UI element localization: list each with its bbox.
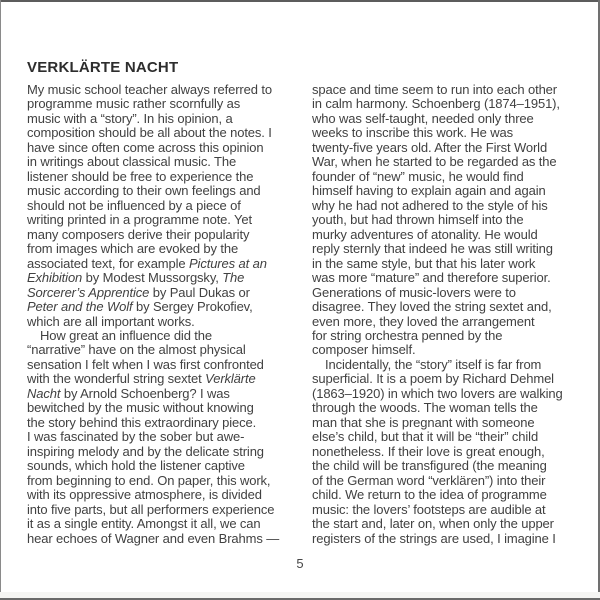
text-line: sounds, which hold the listener captive (27, 458, 245, 474)
text-line: writing printed in a programme note. Yet (27, 212, 252, 228)
text-line: youth, but had thrown himself into the (312, 212, 524, 228)
text-line: listener should be free to experience the (27, 168, 254, 184)
text-line: else’s child, but that it will be “their” child (312, 429, 539, 445)
text-line: should not be influenced by a piece of (27, 197, 241, 213)
text-line: Incidentally, the “story” itself is far from (325, 356, 542, 372)
page-number: 5 (296, 556, 304, 571)
text-line: from images which are evoked by the (27, 241, 239, 257)
text-line: bewitched by the music without knowing (27, 400, 254, 416)
text-column-right (312, 83, 580, 546)
text-line: twenty-five years old. After the First World (312, 139, 548, 155)
text-line: into five parts, but all performers experience (27, 501, 275, 517)
text-line: music according to their own feelings and (27, 183, 261, 199)
page-title: VERKLÄRTE NACHT (27, 59, 179, 77)
text-line: which are all important works. (27, 313, 195, 329)
text-line: was more “mature” and therefore superior. (312, 270, 551, 286)
text-line: with the wonderful string sextet Verklärte (27, 371, 256, 387)
text-line: even more, they loved the arrangement (312, 313, 535, 329)
text-line: it as a single entity. Amongst it all, we can (27, 516, 261, 532)
text-line: (1863–1920) in which two lovers are walking (312, 385, 563, 401)
text-line: space and time seem to run into each other (312, 83, 557, 97)
text-line: many composers derive their popularity (27, 226, 250, 242)
text-line: hear echoes of Wagner and even Brahms — (27, 530, 280, 546)
text-line: with its oppressive atmosphere, is divided (27, 487, 262, 503)
text-columns (27, 83, 580, 546)
page-bottom-edge (0, 592, 600, 600)
text-line: music with a “story”. In his opinion, a (27, 110, 233, 126)
text-line: reply sternly that indeed he was still writing (312, 241, 553, 257)
text-line: I was fascinated by the sober but awe- (27, 429, 245, 445)
text-line: for string orchestra penned by the (312, 327, 503, 343)
text-line: the child will be transfigured (the meaning (312, 458, 547, 474)
text-line: inspiring melody and by the delicate string (27, 443, 264, 459)
text-line: have since often come across this opinion (27, 139, 264, 155)
text-line: registers of the strings are used, I imagine I (312, 530, 556, 546)
text-line: Generations of music-lovers were to (312, 284, 516, 300)
text-line: who was self-taught, needed only three (312, 110, 534, 126)
text-line: from beginning to end. On paper, this work, (27, 472, 271, 488)
text-line: nonetheless. If their love is great enough, (312, 443, 545, 459)
page-left-edge (0, 0, 1, 600)
text-line: composer himself. (312, 342, 416, 358)
text-line: How great an influence did the (40, 327, 213, 343)
text-line: superficial. It is a poem by Richard Dehmel (312, 371, 554, 387)
text-line: founder of “new” music, he would find (312, 168, 524, 184)
text-line: composition should be all about the notes. I (27, 125, 272, 141)
text-column-left (27, 83, 295, 546)
text-line: music: the lovers’ footsteps are audible at (312, 501, 546, 517)
text-line: My music school teacher always referred to (27, 83, 272, 97)
text-line: Sorcerer’s Apprentice by Paul Dukas or (27, 284, 250, 300)
text-line: himself having to explain again and again (312, 183, 546, 199)
text-line: in calm harmony. Schoenberg (1874–1951), (312, 96, 560, 112)
text-line: Peter and the Wolf by Sergey Prokofiev, (27, 299, 253, 315)
text-line: murky adventures of atonality. He would (312, 226, 538, 242)
text-line: Exhibition by Modest Mussorgsky, The (27, 270, 245, 286)
text-line: the start and, later on, when only the upper (312, 516, 554, 532)
text-line: child. We return to the idea of programme (312, 487, 547, 503)
text-line: man that she is pregnant with someone (312, 414, 535, 430)
text-line: of the German word “verklären”) into their (312, 472, 546, 488)
page-top-edge (0, 0, 600, 2)
text-line: in the same style, but that his later work (312, 255, 536, 271)
text-line: why he had not adhered to the style of his (312, 197, 548, 213)
text-line: through the woods. The woman tells the (312, 400, 538, 416)
text-line: “narrative” have on the almost physical (27, 342, 246, 358)
text-line: disagree. They loved the string sextet and, (312, 299, 552, 315)
text-line: Nacht by Arnold Schoenberg? I was (27, 385, 230, 401)
text-line: programme music rather scornfully as (27, 96, 241, 112)
text-line: the story behind this extraordinary piece. (27, 414, 257, 430)
text-line: in writings about classical music. The (27, 154, 237, 170)
text-line: weeks to inscribe this work. He was (312, 125, 513, 141)
text-line: sensation I felt when I was first confronted (27, 356, 264, 372)
text-line: War, when he started to be regarded as the (312, 154, 557, 170)
text-line: associated text, for example Pictures at an (27, 255, 267, 271)
